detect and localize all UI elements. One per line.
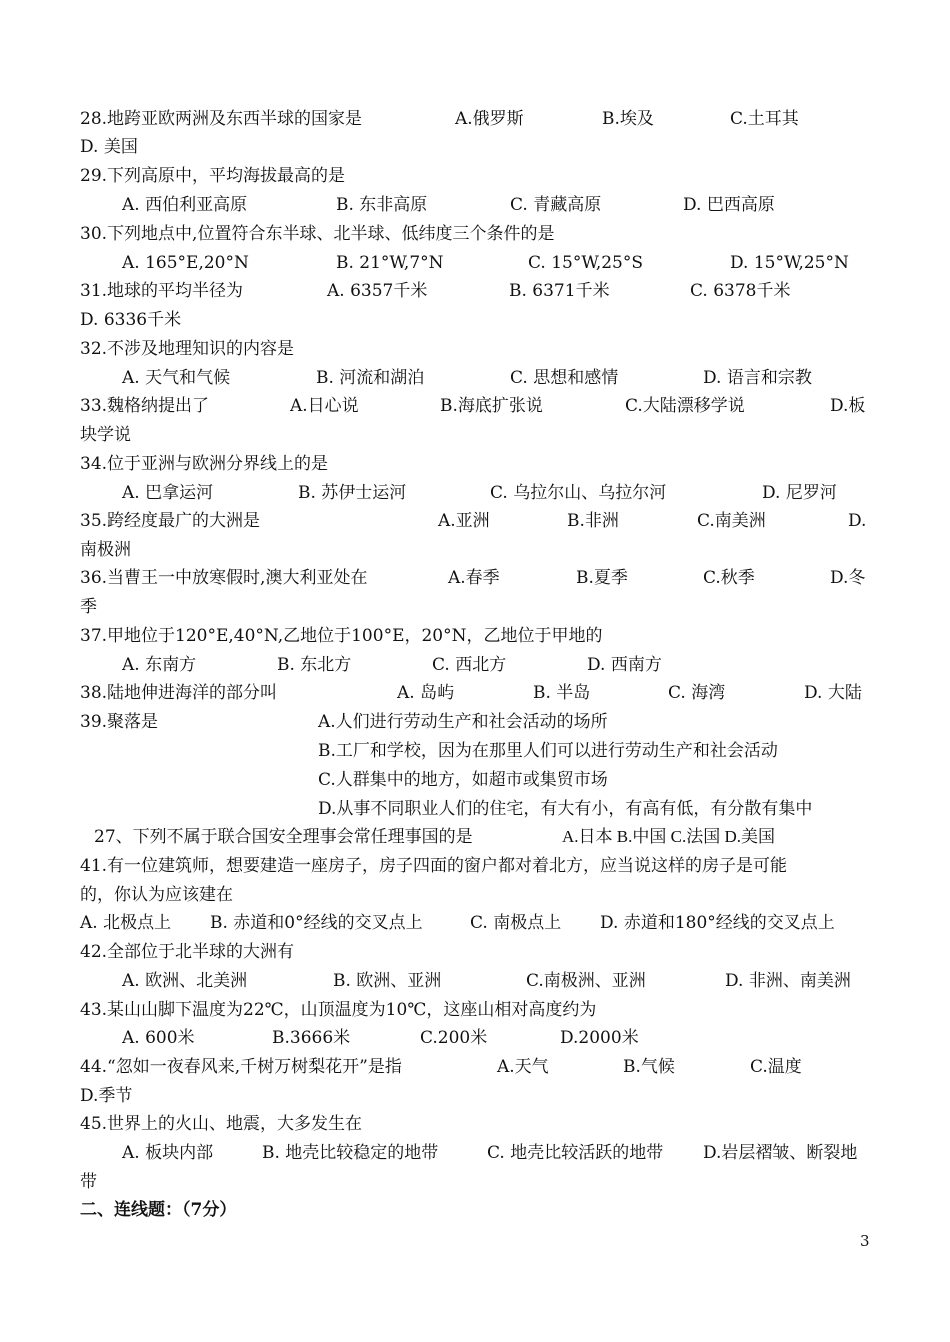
- question-stem: 32.不涉及地理知识的内容是: [80, 339, 295, 359]
- option-d: D.: [848, 511, 867, 531]
- question-stem: 33.魏格纳提出了: [80, 396, 210, 416]
- option-b: B. 地壳比较稳定的地带: [262, 1143, 439, 1163]
- option-a: A. 天气和气候: [122, 368, 231, 388]
- question-31-cont: [0, 306, 950, 334]
- option-b: B. 赤道和0°经线的交叉点上: [210, 913, 423, 933]
- option-b: B.埃及: [602, 109, 654, 129]
- option-c: C.南极洲、亚洲: [526, 971, 646, 991]
- option-c: C.秋季: [703, 568, 755, 588]
- question-41-cont: [0, 881, 950, 909]
- option-d: D.从事不同职业人们的住宅，有大有小，有高有低，有分散有集中: [318, 799, 813, 819]
- section-heading: [0, 1196, 950, 1224]
- option-c: C. 思想和感情: [510, 368, 619, 388]
- question-37-options: [0, 651, 950, 679]
- question-stem-cont: 的，你认为应该建在: [80, 885, 233, 905]
- option-a: A. 西伯利亚高原: [122, 195, 248, 215]
- question-36: [0, 564, 950, 592]
- question-35: [0, 507, 950, 535]
- question-32-options: [0, 364, 950, 392]
- question-42: [0, 938, 950, 966]
- option-b: B. 6371千米: [509, 281, 610, 301]
- option-a: A.俄罗斯: [455, 109, 524, 129]
- option-b: B. 东北方: [277, 655, 352, 675]
- option-d: D. 语言和宗教: [703, 368, 812, 388]
- option-a: A.人们进行劳动生产和社会活动的场所: [318, 712, 608, 732]
- question-39: [0, 708, 950, 736]
- question-stem: 41.有一位建筑师，想要建造一座房子，房子四面的窗户都对着北方，应当说这样的房子是可能: [80, 856, 788, 876]
- question-stem: 36.当曹王一中放寒假时,澳大利亚处在: [80, 568, 368, 588]
- option-c: C. 西北方: [432, 655, 507, 675]
- option-b: B.工厂和学校，因为在那里人们可以进行劳动生产和社会活动: [318, 741, 778, 761]
- option-d-cont: 块学说: [80, 425, 131, 445]
- question-28: [0, 105, 950, 133]
- question-34-options: [0, 479, 950, 507]
- question-44: [0, 1053, 950, 1081]
- option-d: D.季节: [80, 1086, 133, 1106]
- question-43-options: [0, 1024, 950, 1052]
- options: A.日本 B.中国 C.法国 D.美国: [562, 827, 775, 846]
- option-c: C.大陆漂移学说: [625, 396, 745, 416]
- question-37: [0, 622, 950, 650]
- option-c: C. 海湾: [668, 683, 726, 703]
- option-c: C.土耳其: [730, 109, 799, 129]
- option-c: C. 地壳比较活跃的地带: [487, 1143, 664, 1163]
- option-d: D. 赤道和180°经线的交叉点上: [600, 913, 835, 933]
- question-stem: 45.世界上的火山、地震，大多发生在: [80, 1114, 363, 1134]
- option-b: B. 东非高原: [336, 195, 428, 215]
- question-30: [0, 220, 950, 248]
- option-c: C.人群集中的地方，如超市或集贸市场: [318, 770, 608, 790]
- question-stem: 29.下列高原中，平均海拔最高的是: [80, 166, 346, 186]
- option-d: D. 大陆: [804, 683, 862, 703]
- question-28-cont: [0, 133, 950, 161]
- question-stem: 31.地球的平均半径为: [80, 281, 244, 301]
- question-39-option-d: [0, 795, 950, 823]
- question-41-options: [0, 909, 950, 937]
- question-27: [0, 823, 950, 851]
- question-stem: 39.聚落是: [80, 712, 159, 732]
- option-c: C. 乌拉尔山、乌拉尔河: [490, 483, 667, 503]
- option-b: B.夏季: [576, 568, 628, 588]
- page-number: 3: [860, 1232, 870, 1250]
- option-d: D. 巴西高原: [683, 195, 775, 215]
- question-stem: 27、下列不属于联合国安全理事会常任理事国的是: [94, 827, 473, 847]
- option-b: B. 河流和湖泊: [316, 368, 425, 388]
- option-d: D. 西南方: [587, 655, 662, 675]
- option-c: C.南美洲: [697, 511, 766, 531]
- option-c: C. 15°W,25°S: [528, 253, 644, 273]
- option-d: D.岩层褶皱、断裂地: [703, 1143, 858, 1163]
- option-d: D. 6336千米: [80, 310, 182, 330]
- question-stem: 28.地跨亚欧两洲及东西半球的国家是: [80, 109, 363, 129]
- option-a: A. 165°E,20°N: [122, 253, 249, 273]
- question-stem: 30.下列地点中,位置符合东半球、北半球、低纬度三个条件的是: [80, 224, 555, 244]
- option-b: B. 欧洲、亚洲: [333, 971, 442, 991]
- option-b: B. 半岛: [533, 683, 591, 703]
- option-b: B.非洲: [567, 511, 619, 531]
- question-43: [0, 996, 950, 1024]
- option-d: D.冬: [830, 568, 866, 588]
- question-29: [0, 162, 950, 190]
- option-a: A. 岛屿: [397, 683, 455, 703]
- option-a: A.日心说: [290, 396, 359, 416]
- question-stem: 34.位于亚洲与欧洲分界线上的是: [80, 454, 329, 474]
- section-title: 二、连线题：（7分）: [80, 1200, 237, 1220]
- option-c: C.温度: [750, 1057, 802, 1077]
- option-b: B.3666米: [272, 1028, 351, 1048]
- option-a: A. 欧洲、北美洲: [122, 971, 248, 991]
- question-31: [0, 277, 950, 305]
- question-33: [0, 392, 950, 420]
- question-39-option-b: [0, 737, 950, 765]
- question-stem: 44.“忽如一夜春风来,千树万树梨花开”是指: [80, 1057, 402, 1077]
- option-a: A.春季: [448, 568, 500, 588]
- question-42-options: [0, 967, 950, 995]
- question-stem: 42.全部位于北半球的大洲有: [80, 942, 295, 962]
- question-45-cont: [0, 1168, 950, 1196]
- option-d: D. 非洲、南美洲: [725, 971, 851, 991]
- option-c: C. 6378千米: [690, 281, 791, 301]
- question-45: [0, 1110, 950, 1138]
- question-33-cont: [0, 421, 950, 449]
- question-39-option-c: [0, 766, 950, 794]
- question-38: [0, 679, 950, 707]
- question-41: [0, 852, 950, 880]
- option-d: D.2000米: [560, 1028, 639, 1048]
- option-a: A. 板块内部: [122, 1143, 214, 1163]
- option-a: A. 600米: [122, 1028, 195, 1048]
- option-a: A. 东南方: [122, 655, 197, 675]
- option-c: C. 南极点上: [470, 913, 562, 933]
- option-c: C.200米: [420, 1028, 488, 1048]
- question-45-options: [0, 1139, 950, 1167]
- option-d: D. 尼罗河: [762, 483, 837, 503]
- option-a: A. 巴拿运河: [122, 483, 214, 503]
- option-b: B.海底扩张说: [440, 396, 543, 416]
- option-b: B. 苏伊士运河: [298, 483, 407, 503]
- question-35-cont: [0, 536, 950, 564]
- option-a: A. 6357千米: [327, 281, 428, 301]
- option-a: A.天气: [497, 1057, 549, 1077]
- option-b: B. 21°W,7°N: [336, 253, 444, 273]
- question-stem: 35.跨经度最广的大洲是: [80, 511, 261, 531]
- question-stem: 38.陆地伸进海洋的部分叫: [80, 683, 278, 703]
- question-36-cont: [0, 593, 950, 621]
- option-b: B.气候: [623, 1057, 675, 1077]
- option-d: D. 15°W,25°N: [730, 253, 849, 273]
- option-d: D. 美国: [80, 137, 138, 157]
- option-d: D.板: [830, 396, 866, 416]
- option-c: C. 青藏高原: [510, 195, 602, 215]
- question-stem: 43.某山山脚下温度为22℃，山顶温度为10℃，这座山相对高度约为: [80, 1000, 597, 1020]
- option-d-cont: 带: [80, 1172, 97, 1192]
- question-34: [0, 450, 950, 478]
- question-stem: 37.甲地位于120°E,40°N,乙地位于100°E，20°N，乙地位于甲地的: [80, 626, 603, 646]
- option-a: A. 北极点上: [80, 913, 172, 933]
- option-a: A.亚洲: [438, 511, 490, 531]
- question-29-options: [0, 191, 950, 219]
- option-d-cont: 季: [80, 597, 97, 617]
- question-32: [0, 335, 950, 363]
- question-44-cont: [0, 1082, 950, 1110]
- question-30-options: [0, 249, 950, 277]
- option-d-cont: 南极洲: [80, 540, 131, 560]
